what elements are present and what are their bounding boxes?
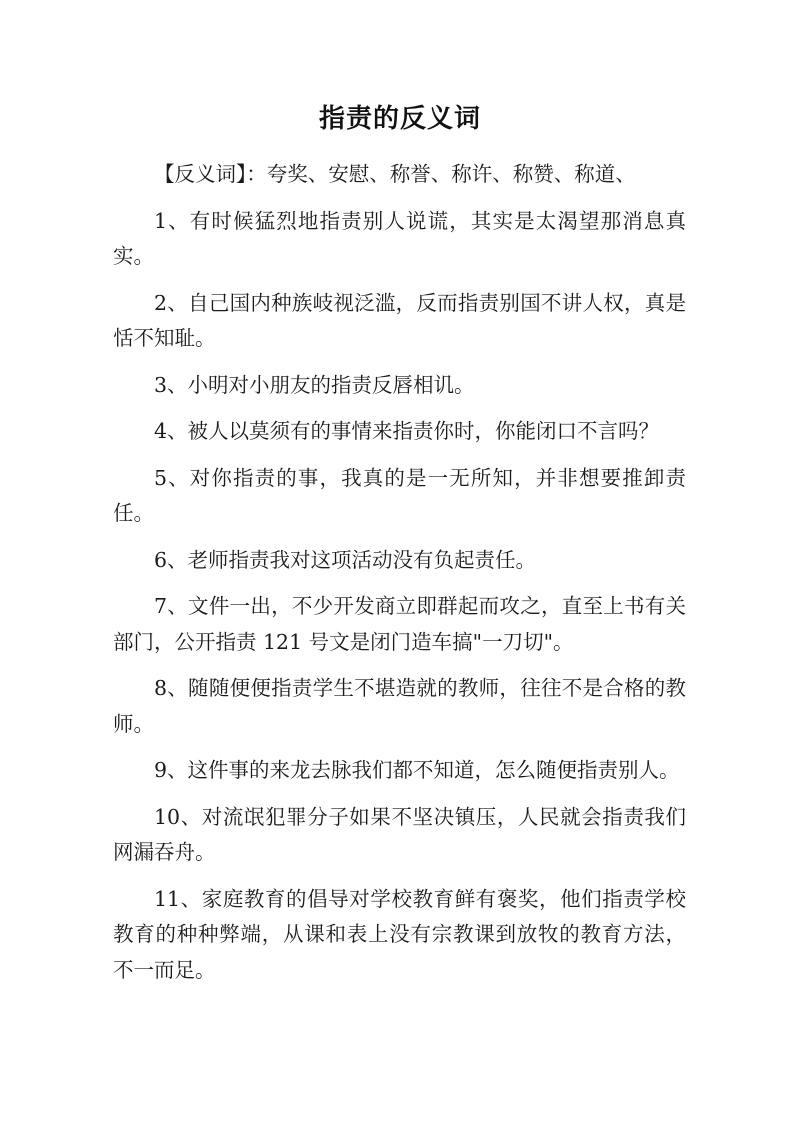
document-body [113, 157, 686, 999]
example-sentence-6: 6、老师指责我对这项活动没有负起责任。 [154, 547, 537, 572]
example-sentence-5: 5、对你指责的事，我真的是一无所知，并非想要推卸责任。 [113, 465, 686, 525]
example-sentence-3: 3、小明对小朋友的指责反唇相讥。 [154, 372, 475, 397]
antonym-line: 【反义词】：夸奖、安慰、称誉、称许、称赞、称道、 [154, 162, 636, 186]
example-sentence-11: 11、家庭教育的倡导对学校教育鲜有褒奖，他们指责学校教育的种种弊端，从课和表上没有宗教课到放牧的教育方法，不一而足。 [113, 886, 686, 982]
example-sentence-9: 9、这件事的来龙去脉我们都不知道，怎么随便指责别人。 [154, 758, 680, 782]
example-sentence-4: 4、被人以莫须有的事情来指责你时，你能闭口不言吗？ [154, 419, 660, 443]
example-sentence-2: 2、自己国内种族岐视泛滥，反而指责别国不讲人权，真是恬不知耻。 [113, 290, 686, 350]
example-sentence-7: 7、文件一出，不少开发商立即群起而攻之，直至上书有关部门，公开指责 121 号文是闭门造车搞"一刀切"。 [113, 594, 686, 654]
example-sentence-8: 8、随随便便指责学生不堪造就的教师，往往不是合格的教师。 [113, 676, 686, 736]
example-sentence-10: 10、对流氓犯罪分子如果不坚决镇压，人民就会指责我们网漏吞舟。 [113, 804, 686, 864]
example-sentence-1: 1、有时候猛烈地指责别人说谎，其实是太渴望那消息真实。 [113, 208, 686, 268]
document-title: 指责的反义词 [318, 104, 481, 134]
